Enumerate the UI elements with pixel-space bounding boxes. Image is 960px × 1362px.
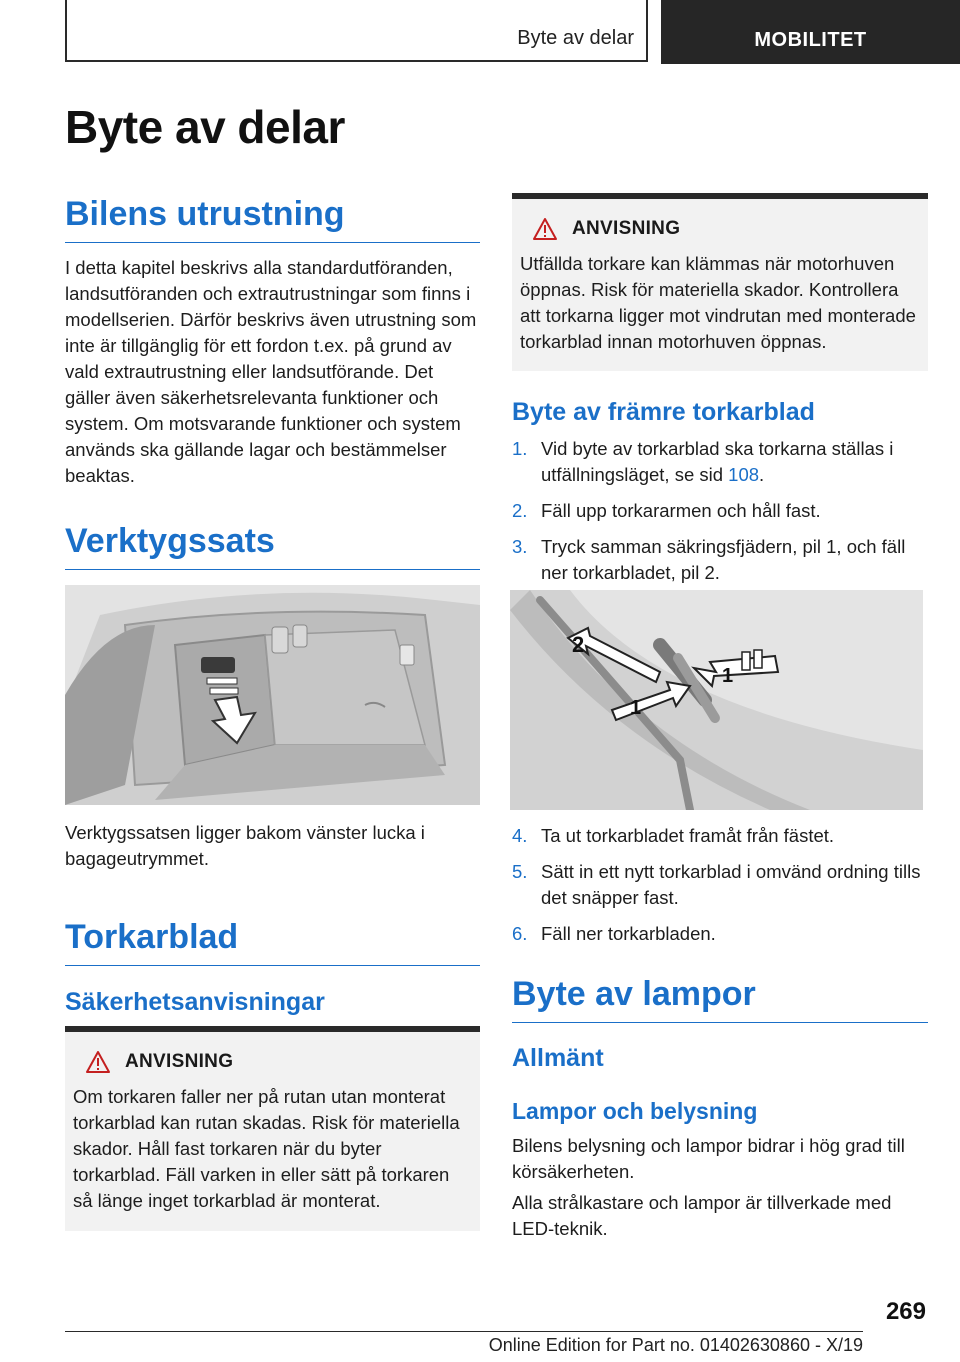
section-title-torkarblad: Torkarblad [65,918,480,966]
wiper-blade-illustration [510,590,923,810]
step-text: Fäll upp torkararmen och håll fast. [541,500,821,521]
header-section-label: Byte av delar [517,27,634,49]
notice-label-left: ANVISNING [125,1051,234,1072]
step-text: Tryck samman säkringsfjädern, pil 1, och fäll ner torkarbladet, pil 2. [541,536,906,583]
arrow-label-2: 2 [572,632,585,657]
step-item-4 [512,823,928,849]
subsection-title-allmant: Allmänt [512,1044,604,1072]
step-text: Fäll ner torkarbladen. [541,923,716,944]
belysning-paragraph-2: Alla strålkastare och lampor är tillverkade med LED-teknik. [512,1192,892,1239]
notice-text-left: Om torkaren faller ner på rutan utan monterat torkarblad kan rutan skadas. Risk för materiella skador. Håll fast torkaren när du byter torkarblad. Fäll varken in eller sätt på torkaren så länge inget torkarblad är monterat. [73,1086,460,1211]
step-item-1 [512,436,928,488]
step-text: Vid byte av torkarblad ska torkarna ställas i utfällningsläget, se sid [541,438,894,485]
header-chapter-label: MOBILITET [754,29,867,51]
step-number: 3. [512,536,528,557]
step-number: 5. [512,861,528,882]
notice-box-left [65,1026,480,1231]
section-title-bilens-utrustning: Bilens utrustning [65,195,480,243]
page-reference-link[interactable]: 108 [728,464,760,485]
trunk-illustration-svg [65,585,480,805]
notice-label-right: ANVISNING [572,218,681,239]
warning-triangle-icon [85,1050,111,1074]
steps-list-b [512,823,928,957]
page-title: Byte av delar [65,101,345,153]
bilens-utrustning-text: I detta kapitel beskrivs alla standardutföranden, landsutföranden och extrautrustningar som finns i modellserien. Därför beskrivs även utrustning som inte är tillgänglig för ett fordon t.ex. på grund av vald extrautrustning eller landsutförande. Det gäller även säkerhetsrelevanta funktioner och system. Om motsvarande funktioner och system används ska gällande lagar och bestämmelser beaktas. [65,257,477,486]
steps-list-a [512,436,928,596]
arrow-label-1-upper: 1 [722,665,734,687]
step-number: 2. [512,500,528,521]
warning-triangle-icon [532,217,558,241]
footer-edition: Online Edition for Part no. 01402630860 - X/19 [65,1331,863,1356]
header-chapter-tab [661,0,960,64]
wiper-illustration-svg [510,590,923,810]
subsection-title-framre-torkarblad: Byte av främre torkarblad [512,398,815,426]
subsection-title-sakerhetsanvisningar: Säkerhetsanvisningar [65,988,325,1016]
step-item-3 [512,534,928,586]
tool-kit-illustration [65,585,480,805]
step-item-2 [512,498,928,524]
step-number: 4. [512,825,528,846]
section-title-byte-av-lampor: Byte av lampor [512,975,928,1023]
step-text: Ta ut torkarbladet framåt från fästet. [541,825,835,846]
step-text-tail: . [759,464,765,485]
notice-text-right: Utfällda torkare kan klämmas när motorhuven öppnas. Risk för materiella skador. Kontrollera att torkarna ligger mot vindrutan med monterade torkarblad innan motorhuven öppnas. [520,253,916,352]
step-item-6 [512,921,928,947]
tool-kit-caption: Verktygssatsen ligger bakom vänster lucka i bagageutrymmet. [65,822,425,869]
belysning-paragraph-1: Bilens belysning och lampor bidrar i hög grad till körsäkerheten. [512,1135,905,1182]
subsection-title-lampor-och-belysning: Lampor och belysning [512,1098,758,1124]
step-number: 6. [512,923,528,944]
notice-box-right [512,193,928,371]
header-section-tab [65,0,648,62]
step-item-5 [512,859,928,911]
notice-head-right [532,217,920,241]
step-text: Sätt in ett nytt torkarblad i omvänd ordning tills det snäpper fast. [541,861,921,908]
section-title-verktygssats: Verktygssats [65,522,480,570]
notice-head-left [85,1050,472,1074]
page-number: 269 [885,1298,926,1325]
step-number: 1. [512,438,528,459]
arrow-label-1-lower: 1 [630,697,642,719]
